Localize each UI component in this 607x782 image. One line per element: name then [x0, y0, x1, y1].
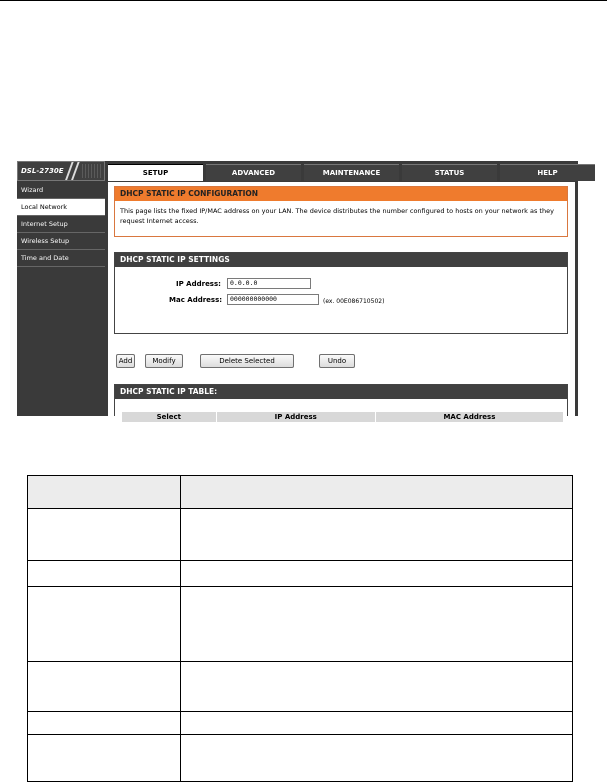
ip-address-input[interactable]: 0.0.0.0 [227, 278, 311, 289]
table-row [28, 735, 573, 782]
brand-logo [17, 161, 105, 181]
sidebar [17, 182, 105, 416]
mac-address-hint: (ex. 00E086710502) [323, 298, 385, 305]
top-nav-tabs [108, 164, 595, 181]
table-cell [181, 509, 573, 561]
table-cell [28, 712, 181, 735]
sidebar-item-time-and-date[interactable]: Time and Date [17, 250, 105, 267]
table-row [28, 587, 573, 662]
modify-button[interactable]: Modify [145, 354, 183, 368]
page-top-rule [0, 0, 607, 1]
brand-pattern-graphic [82, 164, 102, 178]
sidebar-item-internet-setup[interactable]: Internet Setup [17, 216, 105, 233]
tab-maintenance[interactable]: MAINTENANCE [304, 164, 399, 181]
sidebar-item-local-network[interactable]: Local Network [17, 199, 105, 216]
table-cell [28, 735, 181, 782]
undo-button[interactable]: Undo [319, 354, 355, 368]
brand-name: DSL-2730E [21, 167, 64, 175]
mac-address-label: Mac Address: [169, 296, 223, 304]
config-description: This page lists the fixed IP/MAC address on your LAN. The device distributes the number configured to hosts on your network as they request Internet access. [120, 207, 554, 225]
settings-title: DHCP STATIC IP SETTINGS [115, 253, 567, 267]
tab-status[interactable]: STATUS [402, 164, 497, 181]
static-table-title: DHCP STATIC IP TABLE: [115, 385, 567, 399]
delete-selected-button[interactable]: Delete Selected [200, 354, 294, 368]
table-row [28, 712, 573, 735]
main-content [108, 182, 575, 421]
mac-address-input[interactable]: 000000000000 [227, 294, 319, 305]
table-cell [181, 662, 573, 712]
table-cell [28, 509, 181, 561]
table-row [28, 561, 573, 587]
table-header-cell [181, 476, 573, 509]
table-cell [181, 587, 573, 662]
table-row [28, 509, 573, 561]
table-cell [28, 561, 181, 587]
field-description-table [27, 475, 573, 782]
table-cell [28, 587, 181, 662]
table-cell [181, 561, 573, 587]
router-screenshot [17, 161, 578, 421]
column-header-select: Select [122, 412, 217, 422]
table-row [28, 662, 573, 712]
table-header-cell [28, 476, 181, 509]
settings-panel [114, 252, 568, 334]
static-table-header [122, 412, 563, 422]
config-panel [114, 186, 568, 237]
sidebar-item-wireless-setup[interactable]: Wireless Setup [17, 233, 105, 250]
ip-address-label: IP Address: [176, 280, 221, 288]
table-header-row [28, 476, 573, 509]
table-cell [181, 712, 573, 735]
column-header-mac-address: MAC Address [443, 413, 496, 421]
table-cell [181, 735, 573, 782]
tab-setup[interactable]: SETUP [108, 164, 203, 181]
add-button[interactable]: Add [116, 354, 135, 368]
config-title: DHCP STATIC IP CONFIGURATION [115, 187, 567, 201]
table-cell [28, 662, 181, 712]
tab-advanced[interactable]: ADVANCED [206, 164, 301, 181]
sidebar-item-wizard[interactable]: Wizard [17, 182, 105, 199]
tab-help[interactable]: HELP [500, 164, 595, 181]
column-header-ip-address: IP Address [217, 412, 376, 422]
